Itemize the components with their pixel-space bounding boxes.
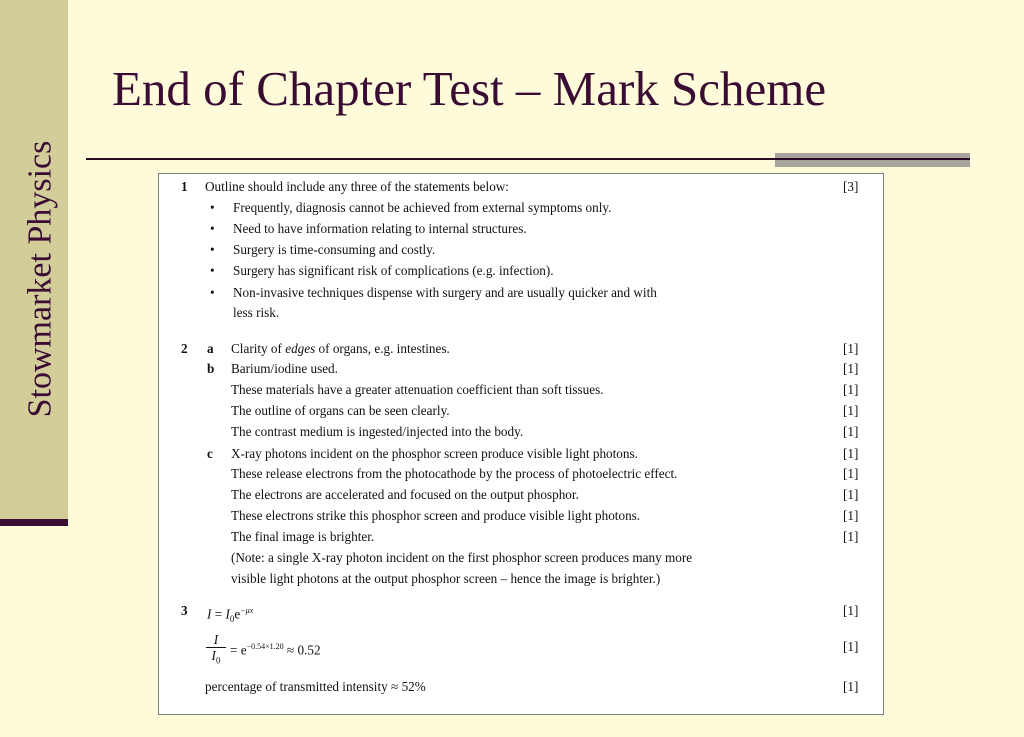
answer-line: These release electrons from the photocathode by the process of photoelectric effect. <box>231 466 678 481</box>
mark: [1] <box>843 466 859 481</box>
title-accent-line <box>775 158 970 160</box>
q3-eq1-row <box>159 602 883 625</box>
mark: [1] <box>843 446 859 461</box>
mark: [1] <box>843 508 859 523</box>
q3-eq3-row <box>159 678 883 696</box>
mark: [1] <box>843 679 859 694</box>
intensity-ratio: $\frac{I}{I_0}$ <box>206 632 226 669</box>
answer-line: The electrons are accelerated and focused on the output phosphor. <box>231 487 579 502</box>
note-line: visible light photons at the output phosphor screen – hence the image is brighter.) <box>231 571 661 586</box>
mark: [1] <box>843 361 859 376</box>
bullet-icon: • <box>210 221 215 236</box>
equation-ratio: = $e^{-0.54\times 1.20} \approx 0.52$ <box>230 642 321 658</box>
q2c-row <box>159 528 883 546</box>
q2a-text: Clarity of edges of organs, e.g. intestines. <box>231 341 450 356</box>
mark: [1] <box>843 639 859 654</box>
answer-line: The final image is brighter. <box>231 529 375 544</box>
mark: [1] <box>843 487 859 502</box>
q2c-row <box>159 465 883 483</box>
q2b-row <box>159 402 883 420</box>
mark: [1] <box>843 603 859 618</box>
question-number: 2 <box>181 341 188 356</box>
bullet-icon: • <box>210 263 215 278</box>
q1-bullet <box>159 220 883 238</box>
q2b-row <box>159 360 883 378</box>
note-line: (Note: a single X-ray photon incident on the first phosphor screen produces many more <box>231 550 693 565</box>
q1-bullet <box>159 284 883 302</box>
q1-bullet-continuation <box>159 304 883 322</box>
mark: [3] <box>843 179 859 194</box>
sidebar-title <box>0 140 90 418</box>
emphasis-word: edges <box>285 341 316 356</box>
sidebar-title-text: Stowmarket Physics <box>21 140 58 418</box>
mark: [1] <box>843 529 859 544</box>
sidebar-divider <box>0 519 68 526</box>
percentage-text: percentage of transmitted intensity ≈ 52% <box>205 679 426 694</box>
answer-line: These materials have a greater attenuation coefficient than soft tissues. <box>231 382 604 397</box>
part-label: a <box>207 341 214 356</box>
question-number: 1 <box>181 179 188 194</box>
mark: [1] <box>843 382 859 397</box>
q2c-note <box>159 570 883 588</box>
answer-line: These electrons strike this phosphor screen and produce visible light photons. <box>231 508 641 523</box>
q1-bullet <box>159 241 883 259</box>
q2b-row <box>159 423 883 441</box>
q2c-row <box>159 486 883 504</box>
q1-bullet-text: Surgery is time-consuming and costly. <box>233 242 436 257</box>
bullet-icon: • <box>210 200 215 215</box>
part-label: b <box>207 361 215 376</box>
mark: [1] <box>843 424 859 439</box>
answer-line: Barium/iodine used. <box>231 361 338 376</box>
q1-bullet-text: Frequently, diagnosis cannot be achieved from external symptoms only. <box>233 200 612 215</box>
q1-bullet-text: Need to have information relating to internal structures. <box>233 221 527 236</box>
mark: [1] <box>843 341 859 356</box>
question-number: 3 <box>181 603 188 618</box>
bullet-icon: • <box>210 242 215 257</box>
q3-eq2-row <box>159 632 883 672</box>
q2c-note <box>159 549 883 567</box>
mark: [1] <box>843 403 859 418</box>
q1-bullet-text: Surgery has significant risk of complications (e.g. infection). <box>233 263 554 278</box>
bullet-icon: • <box>210 285 215 300</box>
slide-title: End of Chapter Test – Mark Scheme <box>112 61 827 116</box>
equation-attenuation: $I = I_0e^{-\mu x}$ <box>207 606 254 625</box>
answer-line: The outline of organs can be seen clearly. <box>231 403 450 418</box>
q2c-row <box>159 507 883 525</box>
answer-line: X-ray photons incident on the phosphor screen produce visible light photons. <box>231 446 638 461</box>
q1-bullet <box>159 262 883 280</box>
q1-intro-text: Outline should include any three of the statements below: <box>205 179 509 194</box>
q2c-row <box>159 445 883 463</box>
q1-bullet-text: less risk. <box>233 305 280 320</box>
q1-bullet-text: Non-invasive techniques dispense with surgery and are usually quicker and with <box>233 285 657 300</box>
mark-scheme-panel <box>158 173 884 715</box>
q1-bullet <box>159 199 883 217</box>
title-accent-bar <box>775 153 970 167</box>
q2a-row <box>159 340 883 358</box>
answer-line: The contrast medium is ingested/injected into the body. <box>231 424 524 439</box>
part-label: c <box>207 446 213 461</box>
q2b-row <box>159 381 883 399</box>
q1-intro-row <box>159 178 883 196</box>
